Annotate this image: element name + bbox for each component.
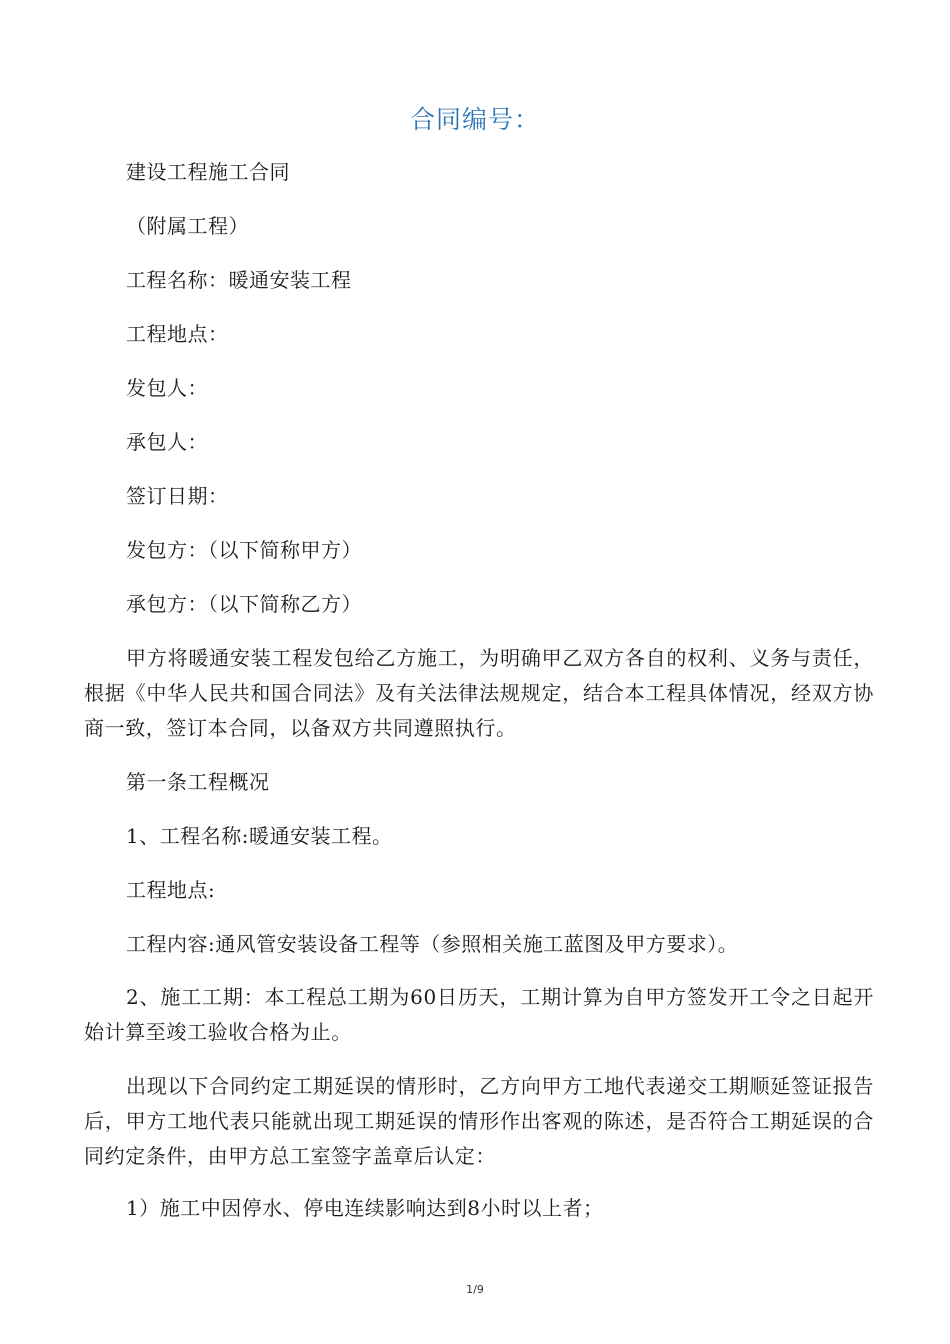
delay-clause-paragraph: 出现以下合同约定工期延误的情形时，乙方向甲方工地代表递交工期顺延签证报告后，甲方工地代表只能就出现工期延误的情形作出客观的陈述，是否符合工期延误的合同约定条件，由甲方总工室签字盖章后认定： [84,1074,874,1168]
article-1-item-name: 1、工程名称:暖通安装工程。 [126,824,393,848]
project-location: 工程地点： [126,322,229,346]
contract-number-title: 合同编号： [409,105,540,134]
article-1-item-location: 工程地点: [126,878,216,902]
party-a-definition: 发包方：（以下简称甲方） [126,538,362,562]
article-1-heading: 第一条工程概况 [126,770,270,794]
project-name: 工程名称：暖通安装工程 [126,268,352,292]
employer-field: 发包人： [126,376,208,400]
delay-item-1: 1）施工中因停水、停电连续影响达到8小时以上者； [126,1196,604,1220]
intro-paragraph: 甲方将暖通安装工程发包给乙方施工，为明确甲乙双方各自的权利、义务与责任，根据《中华人民共和国合同法》及有关法律法规规定，结合本工程具体情况，经双方协商一致，签订本合同，以备双方共同遵照执行。 [84,646,874,740]
sign-date-field: 签订日期： [126,484,229,508]
construction-period-paragraph: 2、施工工期：本工程总工期为60日历天，工期计算为自甲方签发开工令之日起开始计算至竣工验收合格为止。 [84,985,874,1044]
page-number: 1/9 [466,1283,484,1296]
contract-subtitle: （附属工程） [126,214,249,238]
party-b-definition: 承包方：（以下简称乙方） [126,592,362,616]
article-1-item-content: 工程内容:通风管安装设备工程等（参照相关施工蓝图及甲方要求）。 [126,932,739,956]
contract-type: 建设工程施工合同 [126,160,290,184]
contractor-field: 承包人： [126,430,208,454]
